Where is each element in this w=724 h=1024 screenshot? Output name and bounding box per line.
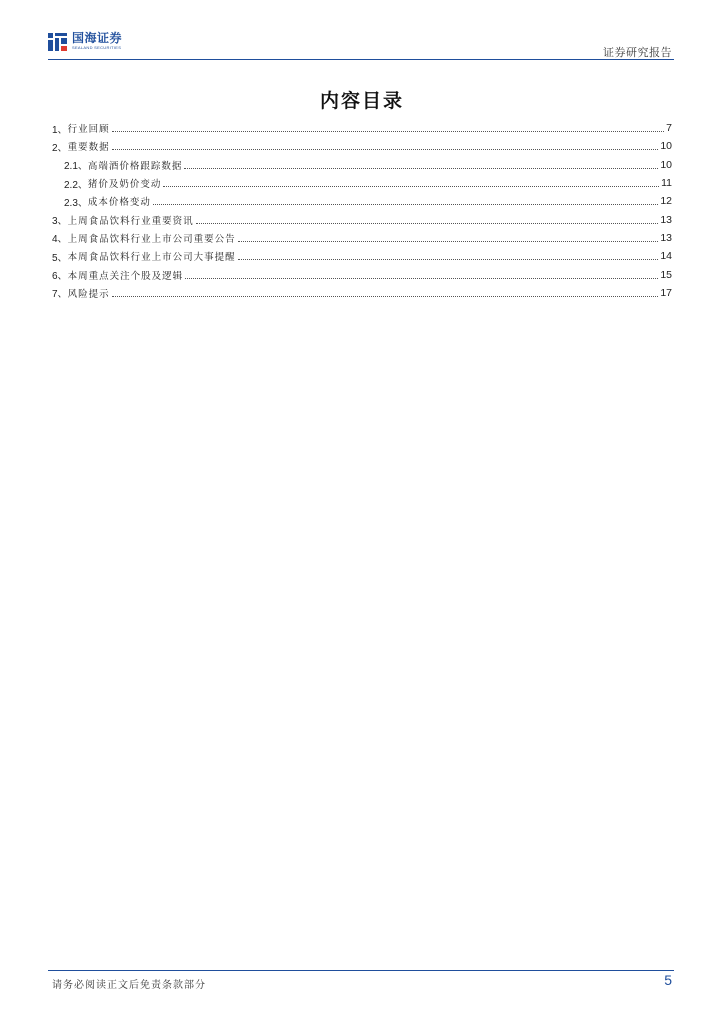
toc-dot-leader — [112, 130, 665, 132]
toc-entry-title: 重要数据 — [67, 142, 110, 154]
toc-dot-leader — [238, 258, 659, 260]
toc-entry-title: 上周食品饮料行业重要资讯 — [67, 215, 194, 227]
toc-dot-leader — [238, 240, 659, 242]
toc-entry-number: 7、 — [52, 289, 68, 301]
footer-disclaimer: 请务必阅读正文后免责条款部分 — [52, 980, 206, 991]
toc-dot-leader — [185, 277, 658, 279]
toc-entry[interactable] — [52, 119, 672, 137]
toc-entry-page: 15 — [660, 268, 672, 281]
toc-entry-page: 17 — [660, 286, 672, 299]
toc-entry[interactable] — [52, 210, 672, 228]
toc-entry-page: 10 — [660, 158, 672, 171]
toc-dot-leader — [184, 167, 658, 169]
toc-entry-title: 猪价及奶价变动 — [87, 179, 162, 191]
toc-entry-page: 13 — [660, 231, 672, 244]
page-number: 5 — [664, 972, 672, 988]
logo-english-name: SEALAND SECURITIES — [72, 45, 122, 50]
toc-entry-number: 2.3、 — [64, 197, 88, 209]
toc-dot-leader — [163, 185, 659, 187]
toc-dot-leader — [153, 203, 658, 205]
toc-entry-page: 12 — [660, 195, 672, 208]
logo — [48, 32, 122, 52]
toc-entry[interactable] — [52, 247, 672, 265]
report-type-label: 证券研究报告 — [603, 46, 672, 59]
toc-dot-leader — [112, 148, 659, 150]
toc-entry-title: 上周食品饮料行业上市公司重要公告 — [67, 233, 236, 245]
toc-entry-title: 成本价格变动 — [87, 197, 151, 209]
logo-chinese-name: 国海证券 — [72, 31, 123, 45]
toc-entry-page: 10 — [660, 140, 672, 153]
toc-subentry[interactable] — [52, 192, 672, 210]
toc-entry-number: 6、 — [52, 271, 68, 283]
toc-entry-page: 11 — [661, 177, 672, 190]
table-of-contents — [52, 119, 672, 302]
toc-entry-page: 7 — [666, 122, 672, 135]
toc-dot-leader — [196, 222, 659, 224]
sealand-logo-icon — [48, 32, 68, 52]
toc-entry-page: 13 — [660, 213, 672, 226]
toc-entry-number: 2.2、 — [64, 179, 88, 191]
header-divider — [48, 59, 674, 60]
toc-entry-number: 2.1、 — [64, 161, 88, 173]
toc-entry-title: 高端酒价格跟踪数据 — [87, 160, 183, 172]
toc-entry[interactable] — [52, 284, 672, 302]
toc-entry-number: 4、 — [52, 234, 68, 246]
toc-dot-leader — [112, 295, 659, 297]
toc-entry-title: 行业回顾 — [67, 124, 110, 136]
toc-subentry[interactable] — [52, 174, 672, 192]
toc-entry-title: 本周重点关注个股及逻辑 — [67, 270, 184, 282]
toc-entry-title: 风险提示 — [67, 288, 110, 300]
toc-entry[interactable] — [52, 229, 672, 247]
toc-entry-number: 1、 — [52, 124, 68, 136]
toc-entry-number: 5、 — [52, 252, 68, 264]
toc-entry-page: 14 — [660, 250, 672, 263]
toc-subentry[interactable] — [52, 156, 672, 174]
toc-entry-title: 本周食品饮料行业上市公司大事提醒 — [67, 252, 236, 264]
footer-divider — [48, 970, 674, 971]
toc-entry[interactable] — [52, 265, 672, 283]
toc-entry-number: 3、 — [52, 216, 68, 228]
toc-entry[interactable] — [52, 137, 672, 155]
page-header — [48, 28, 674, 60]
toc-entry-number: 2、 — [52, 142, 68, 154]
toc-title: 内容目录 — [319, 90, 404, 112]
